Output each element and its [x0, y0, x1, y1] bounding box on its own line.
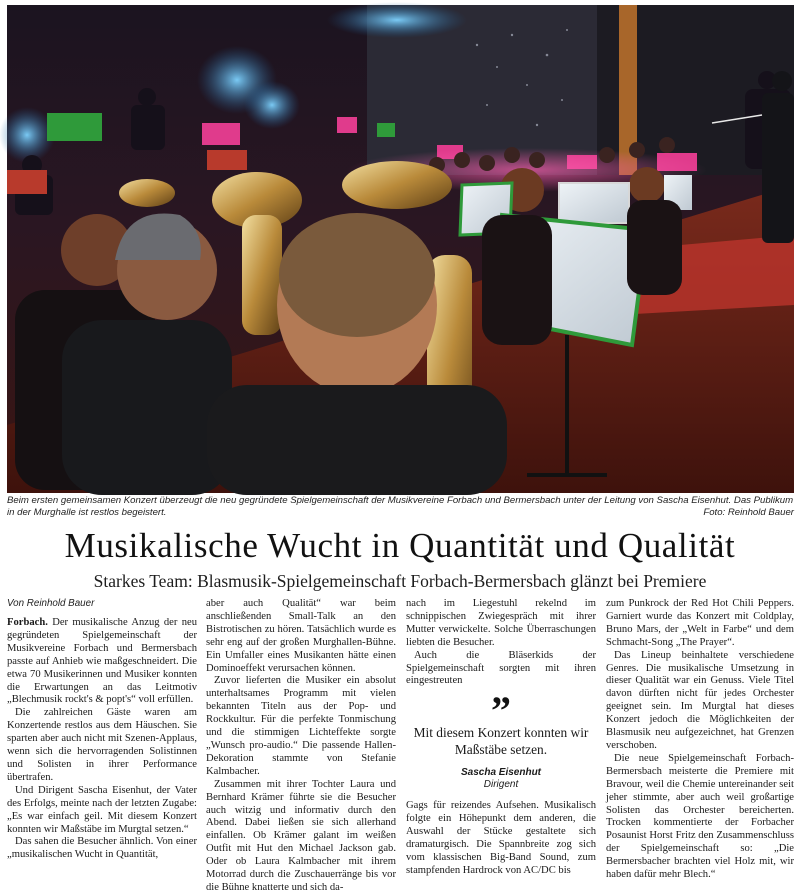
- pull-quote-role: Dirigent: [483, 779, 519, 791]
- paragraph: Forbach. Der musikalische Anzug der neu gegründeten Spielgemeinschaft der Musikvereine Forbach und Bermersbach passte auf Anhieb wie maßgeschneidert. Die etwa 70 Musikerinnen und Musiker konnten die Erwartungen an das Leitmotiv „Blechmusik rockt's & popt's“ voll erfüllen.: [7, 617, 197, 706]
- paragraph: Und Dirigent Sascha Eisenhut, der Vater des Erfolgs, meinte nach der letzten Zugabe: „Es war einfach geil. Mit diesem Konzert konnten wir Maßstäbe im Murgtal setzen.“: [7, 784, 197, 835]
- article-column-3: [406, 598, 596, 876]
- paragraph: zum Punkrock der Red Hot Chili Peppers. Garniert wurde das Konzert mit Coldplay, Bruno Mars, der „Welt in Farbe“ und dem Schmacht-Song „The Prayer“.: [606, 598, 794, 648]
- pull-quote-author: Sascha Eisenhut: [460, 767, 542, 779]
- byline: Von Reinhold Bauer: [7, 598, 95, 609]
- paragraph: Zusammen mit ihrer Tochter Laura und Bernhard Krämer führte sie die Besucher auch witzig und informativ durch den Abend. Dabei ließen sie sich allerhand einfallen. Ob Krämer galant im weißen Outfit mit Hut den Michael Jackson gab. Oder ob Laura Kalmbacher mit ihrem Motorrad durch die Zuschauerränge bis vor die Bühne knatterte und sich da-: [206, 778, 396, 893]
- paragraph: Die zahlreichen Gäste waren am Konzertende restlos aus dem Häuschen. Sie sparten aber auch nicht mit Szenen-Applaus, wenn sich die hervorragenden Solistinnen und Solisten in ihrer Performance übertrafen.: [7, 707, 197, 783]
- paragraph: Die neue Spielgemeinschaft Forbach-Bermersbach meisterte die Premiere mit Bravour, weil die Chemie untereinander seit jeher stimmte, aber auch weil großartige Solisten das Orchester bereicherten. Trocken kommentierte der Forbacher Posaunist Horst Fritz den Zusammenschluss der Spielgemeinschaft so: „Die Bermersbacher brachten viel Holz mit, wir haben dafür mehr Blech.“: [606, 752, 794, 881]
- subheadline: Starkes Team: Blasmusik-Spielgemeinschaft Forbach-Bermersbach glänzt bei Premiere: [93, 571, 707, 591]
- paragraph: Das Lineup beinhaltete verschiedene Genres. Die musikalische Umsetzung in dieser Qualität war ein Genuss. Viele Titel davon dürften nicht für jedes Orchester geeignet sein. Im Murgtal hat dieses Konzert jedoch die Möglichkeiten der Blasmusik neu aufgezeichnet, hat Grenzen verschoben.: [606, 649, 794, 751]
- photo-caption: [7, 495, 794, 519]
- paragraph: Auch die Bläserkids der Spielgemeinschaft sorgten mit ihren eingestreuten: [406, 649, 596, 687]
- article-column-2: [206, 598, 396, 893]
- paragraph: nach im Liegestuhl rekelnd im schnippischen Zwiegespräch mit ihrer Mutter verwickelte. Solche Überraschungen liebten die Besucher.: [406, 598, 596, 648]
- dateline: Forbach.: [7, 617, 48, 628]
- concert-photo: [7, 5, 794, 493]
- paragraph: Das sahen die Besucher ähnlich. Von einer „musikalischen Wucht in Quantität,: [7, 836, 197, 861]
- photo-caption-text: Beim ersten gemeinsamen Konzert überzeugt die neu gegründete Spielgemeinschaft der Musikvereine Forbach und Bermersbach unter der Leitung von Sascha Eisenhut. Das Publikum in der Murghalle ist restlos begeistert.: [7, 495, 794, 518]
- paragraph: Zuvor lieferten die Musiker ein absolut unterhaltsames Programm mit vielen bekannten Titeln aus der Pop- und Rockkultur. Für die perfekte Tonmischung und die stimmigen Lichteffekte sorgte „Wunsch pro-audio.“ Die passende Hallen-Dekoration stammte von Stefanie Kalmbacher.: [206, 675, 396, 777]
- paragraph: aber auch Qualität“ war beim anschließenden Small-Talk an den Bistrotischen zu hören. Tatsächlich wurde es sehr eng auf der großen Murghallen-Bühne. Ein Umfaller eines Musikanten hätte einen Dominoeffekt verursachen können.: [206, 598, 396, 674]
- concert-photo-illustration: [7, 5, 794, 493]
- paragraph: Gags für reizendes Aufsehen. Musikalisch folgte ein Höhepunkt dem anderen, die Auswahl der Stücke gestaltete sich dramaturgisch. Die Spannbreite zog sich vom klassischen Big-Band Sound, zum stampfenden Hardrock von AC/DC bis: [406, 800, 596, 876]
- quote-mark-icon: ”: [491, 688, 511, 734]
- photo-credit: Foto: Reinhold Bauer: [703, 507, 794, 518]
- pull-quote: [406, 688, 596, 791]
- headline: Musikalische Wucht in Quantität und Qualität: [64, 526, 736, 565]
- article-column-1: [7, 617, 197, 864]
- pull-quote-text: Mit diesem Konzert konnten wir Maßstäbe setzen.: [413, 725, 589, 758]
- article-column-4: [606, 598, 794, 881]
